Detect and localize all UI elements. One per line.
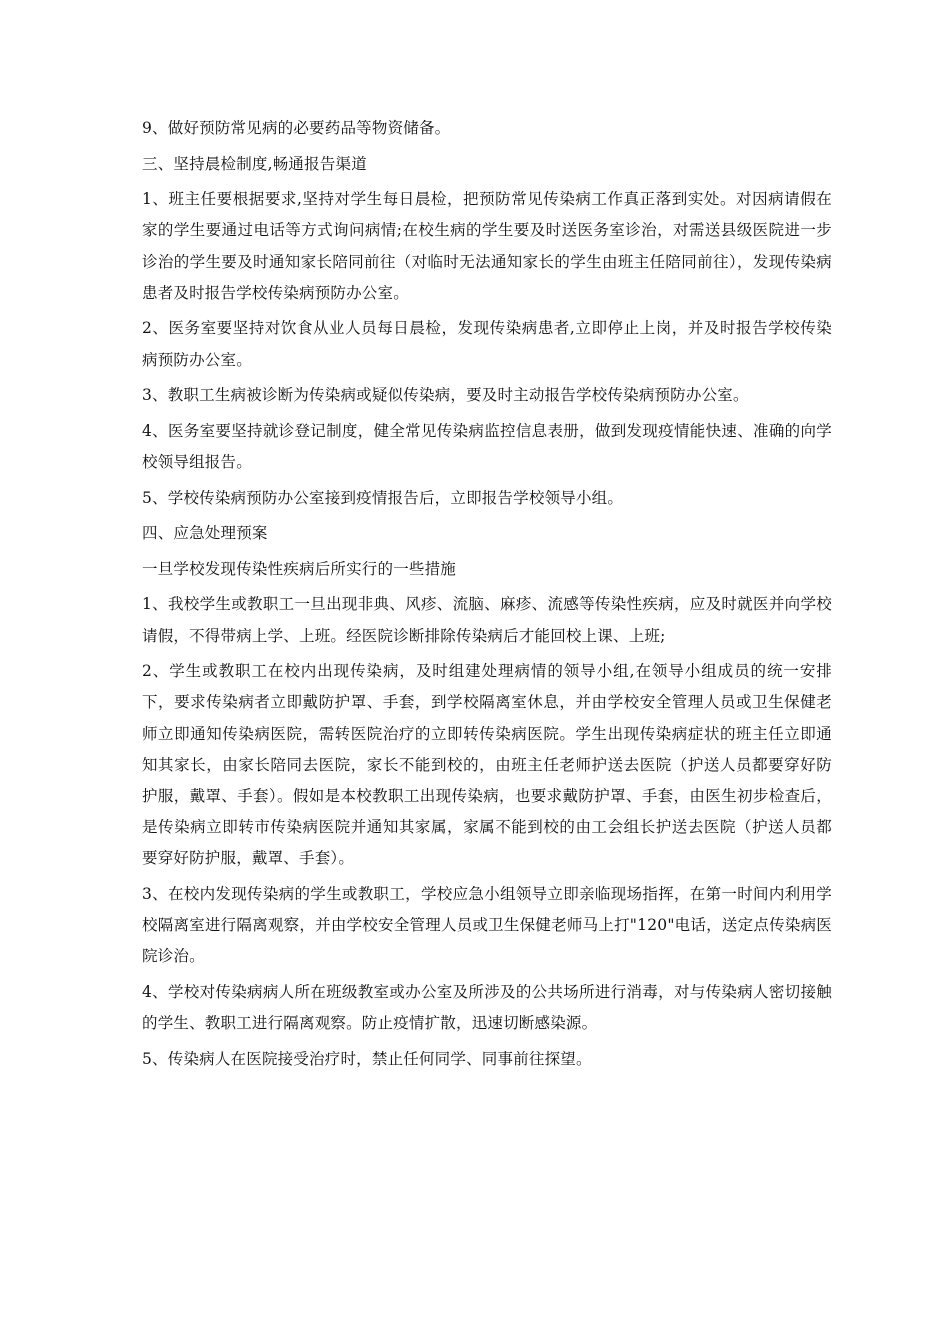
list-item-3-isolation: 3、在校内发现传染病的学生或教职工，学校应急小组领导立即亲临现场指挥，在第一时间内利用学校隔离室进行隔离观察，并由学校安全管理人员或卫生保健老师马上打"120"电话，送定点传染病医院诊治。	[142, 884, 832, 966]
section-heading-4-emergency-plan: 四、应急处理预案	[142, 524, 268, 543]
list-item-5-office-report: 5、学校传染病预防办公室接到疫情报告后，立即报告学校领导小组。	[142, 488, 624, 507]
list-item-9-medicine-reserve: 9、做好预防常见病的必要药品等物资储备。	[142, 119, 451, 137]
list-item-1-head-teacher-check: 1、班主任要根据要求,坚持对学生每日晨检，把预防常见传染病工作真正落到实处。对因病请假在家的学生要通过电话等方式询问病情;在校生病的学生要及时送医务室诊治，对需送县级医院进一步诊治的学生要及时通知家长陪同前往（对临时无法通知家长的学生由班主任陪同前往），发现传染病患者及时报告学校传染病预防办公室。	[142, 190, 832, 302]
list-item-3-staff-report: 3、教职工生病被诊断为传染病或疑似传染病，要及时主动报告学校传染病预防办公室。	[142, 386, 749, 405]
list-item-4-disinfection: 4、学校对传染病病人所在班级教室或办公室及所涉及的公共场所进行消毒，对与传染病人密切接触的学生、教职工进行隔离观察。防止疫情扩散，迅速切断感染源。	[142, 982, 832, 1033]
list-item-2-on-campus-case: 2、学生或教职工在校内出现传染病，及时组建处理病情的领导小组,在领导小组成员的统一安排下，要求传染病者立即戴防护罩、手套，到学校隔离室休息，并由学校安全管理人员或卫生保健老师立即通知传染病医院，需转医院治疗的立即转传染病医院。学生出现传染病症状的班主任立即通知其家长，由家长陪同去医院，家长不能到校的，由班主任老师护送去医院（护送人员都要穿好防护服，戴罩、手套）。假如是本校教职工出现传染病，也要求戴防护罩、手套，由医生初步检查后，是传染病立即转市传染病医院并通知其家属，家属不能到校的由工会组长护送去医院（护送人员都要穿好防护服，戴罩、手套）。	[142, 662, 832, 868]
list-item-2-clinic-food-staff: 2、医务室要坚持对饮食从业人员每日晨检，发现传染病患者,立即停止上岗，并及时报告学校传染病预防办公室。	[142, 319, 832, 369]
list-item-5-no-visits: 5、传染病人在医院接受治疗时，禁止任何同学、同事前往探望。	[142, 1049, 592, 1068]
list-item-1-sick-leave: 1、我校学生或教职工一旦出现非典、风疹、流脑、麻疹、流感等传染性疾病，应及时就医并向学校请假，不得带病上学、上班。经医院诊断排除传染病后才能回校上课、上班;	[142, 595, 832, 645]
list-item-4-clinic-registration: 4、医务室要坚持就诊登记制度，健全常见传染病监控信息表册，做到发现疫情能快速、准确的向学校领导组报告。	[142, 421, 832, 471]
section-heading-3-morning-check: 三、坚持晨检制度,畅通报告渠道	[142, 154, 367, 173]
document-body	[142, 113, 832, 1079]
subheading-measures: 一旦学校发现传染性疾病后所实行的一些措施	[142, 559, 457, 578]
